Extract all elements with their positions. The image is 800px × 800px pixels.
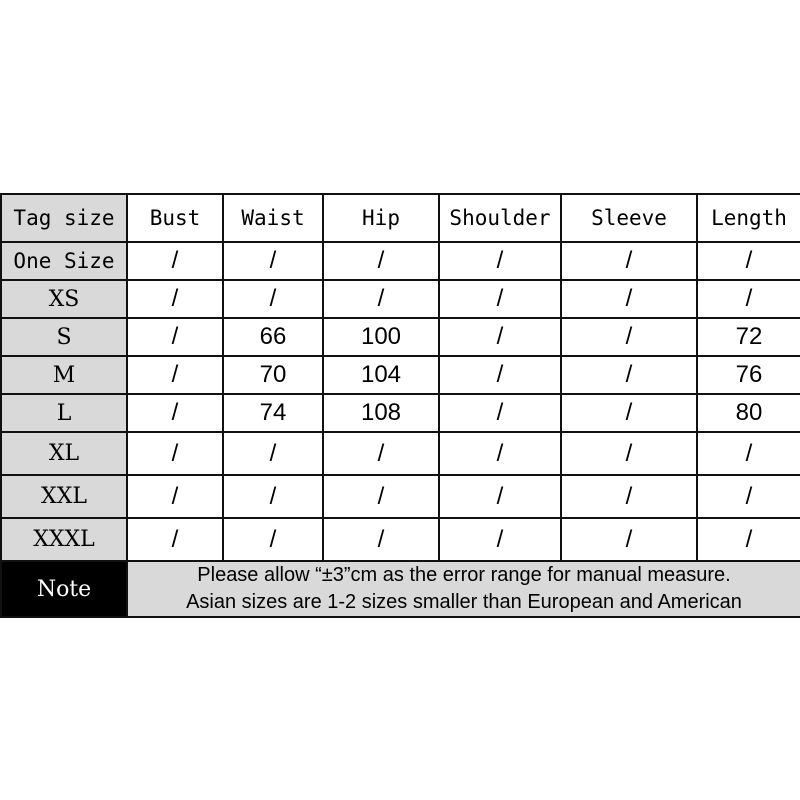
shoulder-cell: /: [439, 242, 561, 280]
waist-cell: /: [223, 242, 323, 280]
hip-cell: 100: [323, 318, 439, 356]
bust-cell: /: [127, 432, 223, 475]
waist-cell: /: [223, 280, 323, 318]
length-cell: /: [697, 475, 800, 518]
waist-cell: 70: [223, 356, 323, 394]
row-tag: L: [1, 394, 127, 432]
size-chart: [0, 193, 800, 618]
header-tag-size: Tag size: [1, 194, 127, 242]
length-cell: /: [697, 242, 800, 280]
waist-cell: /: [223, 518, 323, 561]
sleeve-cell: /: [561, 432, 697, 475]
bust-cell: /: [127, 318, 223, 356]
table-row: [1, 318, 800, 356]
length-cell: /: [697, 432, 800, 475]
note-text: [127, 561, 800, 617]
waist-cell: /: [223, 432, 323, 475]
hip-cell: 108: [323, 394, 439, 432]
row-tag: M: [1, 356, 127, 394]
header-shoulder: Shoulder: [439, 194, 561, 242]
shoulder-cell: /: [439, 475, 561, 518]
waist-cell: 74: [223, 394, 323, 432]
header-bust: Bust: [127, 194, 223, 242]
shoulder-cell: /: [439, 432, 561, 475]
row-tag: XS: [1, 280, 127, 318]
bust-cell: /: [127, 518, 223, 561]
header-row: [1, 194, 800, 242]
size-table: [0, 193, 800, 618]
row-tag: XXL: [1, 475, 127, 518]
bust-cell: /: [127, 242, 223, 280]
table-row: [1, 518, 800, 561]
length-cell: 76: [697, 356, 800, 394]
sleeve-cell: /: [561, 518, 697, 561]
shoulder-cell: /: [439, 280, 561, 318]
hip-cell: /: [323, 242, 439, 280]
hip-cell: /: [323, 432, 439, 475]
row-tag: S: [1, 318, 127, 356]
sleeve-cell: /: [561, 280, 697, 318]
shoulder-cell: /: [439, 394, 561, 432]
length-cell: /: [697, 518, 800, 561]
bust-cell: /: [127, 475, 223, 518]
sleeve-cell: /: [561, 242, 697, 280]
sleeve-cell: /: [561, 475, 697, 518]
shoulder-cell: /: [439, 356, 561, 394]
waist-cell: /: [223, 475, 323, 518]
bust-cell: /: [127, 356, 223, 394]
note-label: Note: [1, 561, 127, 617]
bust-cell: /: [127, 394, 223, 432]
length-cell: 80: [697, 394, 800, 432]
header-waist: Waist: [223, 194, 323, 242]
header-hip: Hip: [323, 194, 439, 242]
table-row: [1, 280, 800, 318]
row-tag: XXXL: [1, 518, 127, 561]
shoulder-cell: /: [439, 318, 561, 356]
header-length: Length: [697, 194, 800, 242]
hip-cell: /: [323, 475, 439, 518]
note-line-1: Please allow “±3”cm as the error range for manual measure.: [197, 564, 731, 586]
length-cell: /: [697, 280, 800, 318]
table-row: [1, 394, 800, 432]
note-line-2: Asian sizes are 1-2 sizes smaller than European and American: [186, 591, 742, 613]
table-row: [1, 475, 800, 518]
shoulder-cell: /: [439, 518, 561, 561]
waist-cell: 66: [223, 318, 323, 356]
row-tag: XL: [1, 432, 127, 475]
table-row: [1, 356, 800, 394]
row-tag: One Size: [1, 242, 127, 280]
table-row: [1, 432, 800, 475]
hip-cell: 104: [323, 356, 439, 394]
sleeve-cell: /: [561, 394, 697, 432]
bust-cell: /: [127, 280, 223, 318]
hip-cell: /: [323, 518, 439, 561]
length-cell: 72: [697, 318, 800, 356]
header-sleeve: Sleeve: [561, 194, 697, 242]
sleeve-cell: /: [561, 318, 697, 356]
note-row: [1, 561, 800, 617]
hip-cell: /: [323, 280, 439, 318]
table-row: [1, 242, 800, 280]
sleeve-cell: /: [561, 356, 697, 394]
